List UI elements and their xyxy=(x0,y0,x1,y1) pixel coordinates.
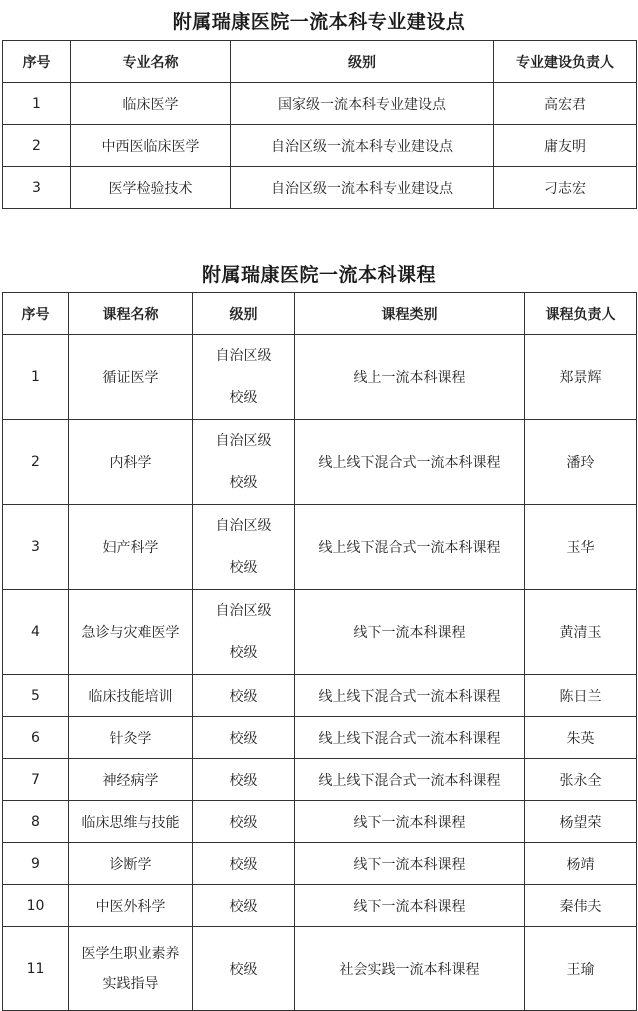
major-name: 中西医临床医学 xyxy=(71,125,231,167)
course-name-line: 神经病学 xyxy=(102,772,159,789)
course-name-line: 妇产科学 xyxy=(102,540,159,556)
course-lead: 杨望荣 xyxy=(525,801,637,843)
course-lead: 张永全 xyxy=(525,759,637,801)
table-row xyxy=(3,801,637,843)
course-level-line: 自治区级 xyxy=(215,348,272,364)
table2-header-no: 序号 xyxy=(3,293,69,335)
course-level-line: 校级 xyxy=(229,475,258,491)
course-name-line: 临床思维与技能 xyxy=(81,814,180,831)
course-level-line: 校级 xyxy=(229,856,258,873)
course-name xyxy=(69,885,193,927)
course-level-line: 校级 xyxy=(229,730,258,747)
course-no: 8 xyxy=(3,801,69,843)
course-level xyxy=(193,843,295,885)
course-lead: 郑景辉 xyxy=(525,335,637,420)
table2-title: 附属瑞康医院一流本科课程 xyxy=(201,264,436,286)
course-level-line: 校级 xyxy=(229,688,258,705)
course-name xyxy=(69,801,193,843)
table-row xyxy=(3,675,637,717)
table1-header-major: 专业名称 xyxy=(71,41,231,83)
course-table-body xyxy=(3,335,637,1011)
major-lead: 刁志宏 xyxy=(494,167,637,209)
course-no: 6 xyxy=(3,717,69,759)
course-name-line: 中医外科学 xyxy=(95,898,166,915)
course-level-line: 校级 xyxy=(229,560,258,576)
course-lead: 秦伟夫 xyxy=(525,885,637,927)
table-row xyxy=(3,125,637,167)
course-lead: 朱英 xyxy=(525,717,637,759)
table-row xyxy=(3,843,637,885)
course-lead: 玉华 xyxy=(525,505,637,590)
course-category: 线下一流本科课程 xyxy=(295,801,525,843)
course-no: 5 xyxy=(3,675,69,717)
course-category: 社会实践一流本科课程 xyxy=(295,927,525,1011)
course-name xyxy=(69,420,193,505)
course-level xyxy=(193,801,295,843)
table-row xyxy=(3,885,637,927)
course-level-line: 校级 xyxy=(229,961,258,978)
course-no: 9 xyxy=(3,843,69,885)
course-level-line: 校级 xyxy=(229,814,258,831)
course-category: 线上线下混合式一流本科课程 xyxy=(295,675,525,717)
course-no: 4 xyxy=(3,590,69,675)
course-level xyxy=(193,885,295,927)
course-level-line: 自治区级 xyxy=(215,603,272,619)
table-row xyxy=(3,505,637,590)
course-no: 11 xyxy=(3,927,69,1011)
course-name xyxy=(69,927,193,1011)
course-level xyxy=(193,675,295,717)
table-row xyxy=(3,759,637,801)
major-level: 自治区级一流本科专业建设点 xyxy=(231,125,494,167)
course-no: 10 xyxy=(3,885,69,927)
table2-header-row xyxy=(3,293,637,335)
course-name xyxy=(69,505,193,590)
row-no: 2 xyxy=(3,125,71,167)
table-row xyxy=(3,717,637,759)
table1-title: 附属瑞康医院一流本科专业建设点 xyxy=(172,11,466,33)
course-level-line: 校级 xyxy=(229,390,258,406)
table1-header-row xyxy=(3,41,637,83)
course-lead: 黄清玉 xyxy=(525,590,637,675)
major-lead: 庸友明 xyxy=(494,125,637,167)
course-level-line: 校级 xyxy=(229,898,258,915)
course-category: 线下一流本科课程 xyxy=(295,885,525,927)
table-row xyxy=(3,83,637,125)
table1-header-no: 序号 xyxy=(3,41,71,83)
table2-header-lead: 课程负责人 xyxy=(525,293,637,335)
course-level xyxy=(193,420,295,505)
course-lead: 潘玲 xyxy=(525,420,637,505)
course-name xyxy=(69,675,193,717)
course-level-line: 自治区级 xyxy=(215,518,272,534)
course-category: 线上线下混合式一流本科课程 xyxy=(295,759,525,801)
course-name xyxy=(69,335,193,420)
course-no: 7 xyxy=(3,759,69,801)
course-category: 线下一流本科课程 xyxy=(295,843,525,885)
table2-header-category: 课程类别 xyxy=(295,293,525,335)
course-category: 线下一流本科课程 xyxy=(295,590,525,675)
table1-header-lead: 专业建设负责人 xyxy=(494,41,637,83)
course-name-line: 医学生职业素养 xyxy=(81,945,180,962)
table2-header-course: 课程名称 xyxy=(69,293,193,335)
course-no: 2 xyxy=(3,420,69,505)
course-level xyxy=(193,927,295,1011)
course-name-line: 循证医学 xyxy=(102,370,159,386)
major-level: 国家级一流本科专业建设点 xyxy=(231,83,494,125)
major-name: 医学检验技术 xyxy=(71,167,231,209)
major-construction-table xyxy=(2,40,637,209)
course-name-line: 急诊与灾难医学 xyxy=(81,625,180,641)
course-level xyxy=(193,759,295,801)
course-name xyxy=(69,843,193,885)
course-table xyxy=(2,292,637,1011)
table-row xyxy=(3,927,637,1011)
course-no: 3 xyxy=(3,505,69,590)
table-row xyxy=(3,590,637,675)
course-name-line: 内科学 xyxy=(109,455,152,471)
course-name-line: 诊断学 xyxy=(109,856,152,873)
course-lead: 王瑜 xyxy=(525,927,637,1011)
major-lead: 高宏君 xyxy=(494,83,637,125)
course-name xyxy=(69,717,193,759)
row-no: 1 xyxy=(3,83,71,125)
course-level-line: 校级 xyxy=(229,772,258,789)
course-level xyxy=(193,505,295,590)
course-name xyxy=(69,590,193,675)
course-level xyxy=(193,717,295,759)
table-row xyxy=(3,167,637,209)
course-level xyxy=(193,335,295,420)
course-level-line: 校级 xyxy=(229,645,258,661)
table-row xyxy=(3,420,637,505)
course-lead: 陈日兰 xyxy=(525,675,637,717)
course-category: 线上线下混合式一流本科课程 xyxy=(295,505,525,590)
course-lead: 杨靖 xyxy=(525,843,637,885)
course-name-line: 实践指导 xyxy=(102,975,159,992)
table2-header-level: 级别 xyxy=(193,293,295,335)
major-name: 临床医学 xyxy=(71,83,231,125)
row-no: 3 xyxy=(3,167,71,209)
course-no: 1 xyxy=(3,335,69,420)
course-level-line: 自治区级 xyxy=(215,433,272,449)
major-level: 自治区级一流本科专业建设点 xyxy=(231,167,494,209)
course-level xyxy=(193,590,295,675)
course-category: 线上一流本科课程 xyxy=(295,335,525,420)
course-name xyxy=(69,759,193,801)
course-category: 线上线下混合式一流本科课程 xyxy=(295,717,525,759)
course-name-line: 针灸学 xyxy=(109,730,152,747)
course-name-line: 临床技能培训 xyxy=(88,688,173,705)
table1-header-level: 级别 xyxy=(231,41,494,83)
table-row xyxy=(3,335,637,420)
course-category: 线上线下混合式一流本科课程 xyxy=(295,420,525,505)
